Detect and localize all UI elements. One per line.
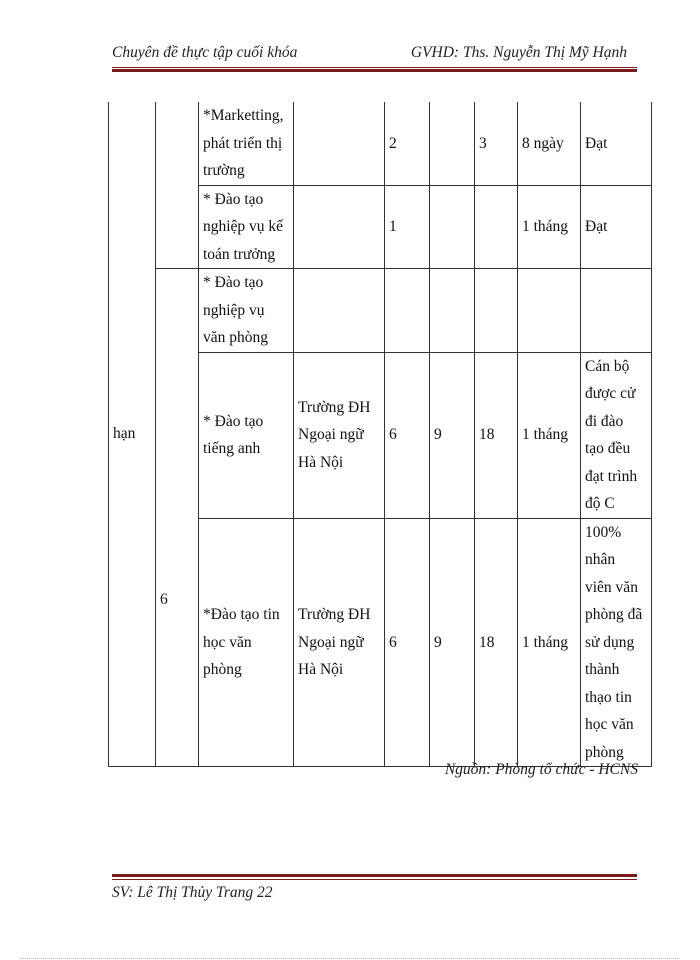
count-cell: 18 xyxy=(475,518,518,767)
count-cell: 3 xyxy=(475,102,518,185)
place-cell: Trường ĐH Ngoại ngữ Hà Nội xyxy=(294,352,385,518)
course-cell: *Marketting, phát triển thị trường xyxy=(199,102,294,185)
source-note: Nguồn: Phòng tổ chức - HCNS xyxy=(444,761,638,778)
duration-cell: 1 tháng xyxy=(518,352,581,518)
footer-rule-thin xyxy=(112,879,637,880)
count-cell: 6 xyxy=(385,518,430,767)
duration-cell: 1 tháng xyxy=(518,518,581,767)
table-row xyxy=(109,269,652,353)
training-table xyxy=(108,102,652,767)
course-cell: * Đào tạo nghiệp vụ kế toán trưởng xyxy=(199,185,294,269)
count-cell xyxy=(475,185,518,269)
count-cell: 1 xyxy=(385,185,430,269)
group-cell-empty xyxy=(156,102,199,269)
course-cell: *Đào tạo tin học văn phòng xyxy=(199,518,294,767)
term-cell: hạn xyxy=(109,102,156,767)
header-document-title: Chuyên đề thực tập cuối khóa xyxy=(112,44,298,61)
duration-cell: 1 tháng xyxy=(518,185,581,269)
result-cell: Đạt xyxy=(581,185,652,269)
count-cell: 9 xyxy=(430,518,475,767)
result-cell: Đạt xyxy=(581,102,652,185)
count-cell: 2 xyxy=(385,102,430,185)
course-cell: * Đào tạo nghiệp vụ văn phòng xyxy=(199,269,294,353)
place-cell xyxy=(294,269,385,353)
group-number-cell: 6 xyxy=(156,269,199,767)
result-cell: Cán bộ được cử đi đào tạo đều đạt trình độ C xyxy=(581,352,652,518)
page-header xyxy=(112,44,637,64)
count-cell: 6 xyxy=(385,352,430,518)
duration-cell: 8 ngày xyxy=(518,102,581,185)
count-cell xyxy=(475,269,518,353)
place-cell xyxy=(294,185,385,269)
place-cell: Trường ĐH Ngoại ngữ Hà Nội xyxy=(294,518,385,767)
count-cell: 18 xyxy=(475,352,518,518)
duration-cell xyxy=(518,269,581,353)
result-cell xyxy=(581,269,652,353)
footer-rule-thick xyxy=(112,874,637,877)
header-advisor: GVHD: Ths. Nguyễn Thị Mỹ Hạnh xyxy=(410,44,627,61)
header-rule-thin xyxy=(112,67,637,68)
count-cell xyxy=(385,269,430,353)
count-cell xyxy=(430,269,475,353)
count-cell xyxy=(430,185,475,269)
place-cell xyxy=(294,102,385,185)
header-rule-thick xyxy=(112,69,637,72)
course-cell: * Đào tạo tiếng anh xyxy=(199,352,294,518)
table-row xyxy=(109,102,652,185)
count-cell xyxy=(430,102,475,185)
page-edge xyxy=(20,958,680,959)
result-cell: 100% nhân viên văn phòng đã sử dụng thành thạo tin học văn phòng xyxy=(581,518,652,767)
page-footer: SV: Lê Thị Thủy Trang 22 xyxy=(112,884,273,901)
count-cell: 9 xyxy=(430,352,475,518)
